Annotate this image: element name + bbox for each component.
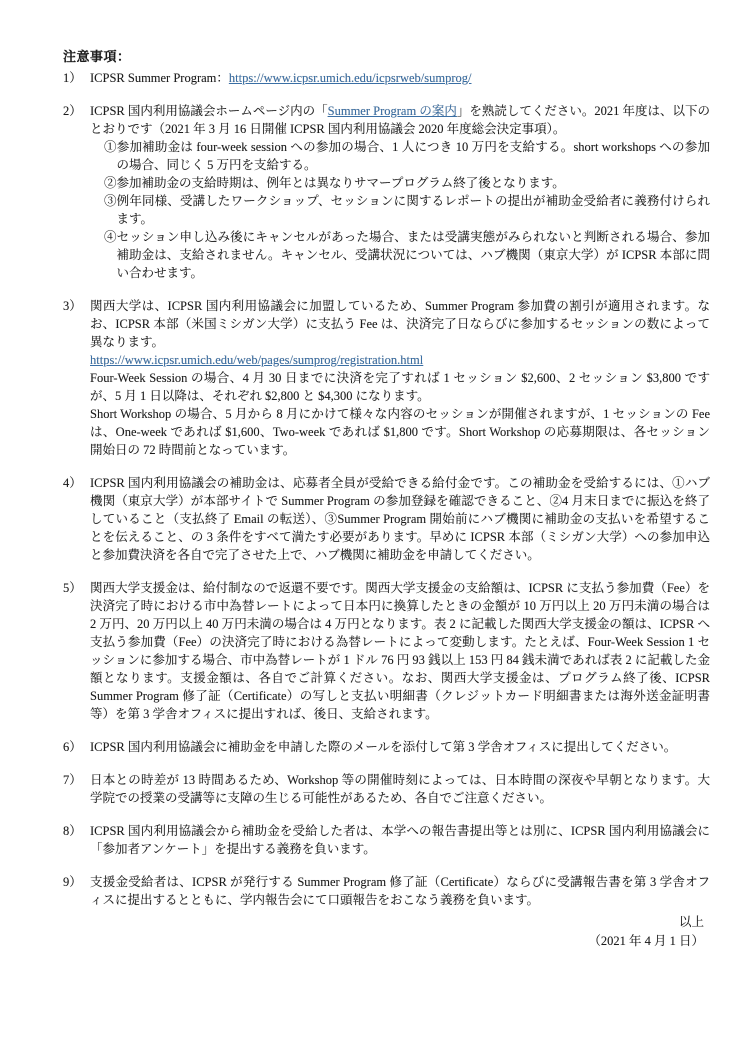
paragraph bbox=[90, 738, 710, 756]
paragraph bbox=[90, 405, 710, 459]
paragraph bbox=[90, 69, 710, 87]
paragraph bbox=[90, 873, 710, 909]
item-body bbox=[90, 69, 710, 87]
hyperlink[interactable]: https://www.icpsr.umich.edu/web/pages/sumprog/registration.html bbox=[90, 353, 424, 367]
item-body bbox=[90, 474, 710, 564]
paragraph bbox=[90, 102, 710, 138]
paragraph bbox=[90, 822, 710, 858]
text-run: ICPSR 国内利用協議会から補助金を受給した者は、本学への報告書提出等とは別に、ICPSR 国内利用協議会に「参加者アンケート」を提出する義務を負います。 bbox=[90, 824, 710, 856]
list-item bbox=[63, 738, 710, 756]
item-number: 3） bbox=[63, 299, 82, 313]
paragraph bbox=[90, 369, 710, 405]
item-body bbox=[90, 102, 710, 282]
item-number: 9） bbox=[63, 875, 82, 889]
list-item bbox=[63, 297, 710, 459]
text-run: Short Workshop の場合、5 月から 8 月にかけて様々な内容のセッションが開催されますが、1 セッションの Fee は、One-week であれば $1,600、Two-week であれば $1,800 です。Short Workshop の応募期限は、各セッション開始日の 72 時間前となっています。 bbox=[90, 407, 710, 457]
text-run: ICPSR 国内利用協議会ホームページ内の「 bbox=[90, 104, 328, 118]
text-run: ②参加補助金の支給時期は、例年とは異なりサマープログラム終了後となります。 bbox=[104, 176, 565, 190]
text-run: 関西大学支援金は、給付制なので返還不要です。関西大学支援金の支給額は、ICPSR に支払う参加費（Fee）を決済完了時における市中為替レートによって日本円に換算したときの金額が 10 万円以上 20 万円未満の場合は 2 万円、20 万円以上 40 万円未満の場合は 4 万円となります。表 2 に記載した関西大学支援金の額は、ICPSR へ支払う参加費（Fee）の決済完了時における為替レートによって変動します。たとえば、Four-Week Session 1 セッションに参加する場合、市中為替レートが 1 ドル 76 円 93 銭以上 153 円 84 銭未満であれば表 2 に記載した金額となります。支援金額は、各自でご計算ください。なお、関西大学支援金は、プログラム終了後、ICPSR Summer Program 修了証（Certificate）の写しと支払い明細書（クレジットカード明細書または海外送金証明書等）を第 3 学舎オフィスに提出すれば、後日、支給されます。 bbox=[90, 581, 710, 721]
text-run: 関西大学は、ICPSR 国内利用協議会に加盟しているため、Summer Program 参加費の割引が適用されます。なお、ICPSR 本部（米国ミシガン大学）に支払う Fee は、決済完了日ならびに参加するセッションの数によって異なります。 bbox=[90, 299, 710, 349]
text-run: ④セッション申し込み後にキャンセルがあった場合、または受講実態がみられないと判断される場合、参加補助金は、支給されません。キャンセル、受講状況については、ハブ機関（東京大学）が ICPSR 本部に問い合わせます。 bbox=[104, 230, 710, 280]
list-item bbox=[63, 474, 710, 564]
sub-item bbox=[104, 192, 710, 228]
hyperlink[interactable]: Summer Program の案内 bbox=[327, 104, 457, 118]
item-body bbox=[90, 822, 710, 858]
list-item bbox=[63, 873, 710, 909]
list-item bbox=[63, 102, 710, 282]
list-item bbox=[63, 579, 710, 723]
paragraph bbox=[90, 771, 710, 807]
document-date: （2021 年 4 月 1 日） bbox=[588, 934, 704, 948]
paragraph bbox=[90, 474, 710, 564]
text-run: 支援金受給者は、ICPSR が発行する Summer Program 修了証（Certificate）ならびに受講報告書を第 3 学舎オフィスに提出するとともに、学内報告会にて口頭報告をおこなう義務を負います。 bbox=[90, 875, 710, 907]
text-run: 」を熟読してください。2021 年度は、以下のとおりです（2021 年 3 月 16 日開催 ICPSR 国内利用協議会 2020 年度総会決定事項）。 bbox=[90, 104, 710, 136]
item-body bbox=[90, 297, 710, 459]
item-number: 6） bbox=[63, 740, 82, 754]
item-number: 1） bbox=[63, 71, 82, 85]
hyperlink[interactable]: https://www.icpsr.umich.edu/icpsrweb/sumprog/ bbox=[228, 71, 472, 85]
text-run: ③例年同様、受講したワークショップ、セッションに関するレポートの提出が補助金受給者に義務付けられます。 bbox=[104, 194, 710, 226]
text-run: ICPSR 国内利用協議会の補助金は、応募者全員が受給できる給付金です。この補助金を受給するには、①ハブ機関（東京大学）が本部サイトで Summer Program の参加登録を確認できること、②4 月末日までに振込を終了していること（支払終了 Email の転送）、③Summer Program 開始前にハブ機関に補助金の支払いを希望することを伝えること、の 3 条件をすべて満たす必要があります。早めに ICPSR 本部（ミシガン大学）への参加申込と参加費決済を各自で完了させた上で、ハブ機関に補助金を申請してください。 bbox=[90, 476, 710, 562]
document-footer bbox=[63, 913, 710, 951]
notes-list bbox=[63, 69, 710, 909]
paragraph bbox=[90, 297, 710, 351]
text-run: Four-Week Session の場合、4 月 30 日までに決済を完了すれば 1 セッション $2,600、2 セッション $3,800 ですが、5 月 1 日以降は、それぞれ $2,800 と $4,300 になります。 bbox=[90, 371, 710, 403]
page-title: 注意事項： bbox=[63, 49, 131, 64]
sub-item bbox=[104, 228, 710, 282]
paragraph bbox=[90, 351, 710, 369]
item-number: 4） bbox=[63, 476, 82, 490]
item-number: 8） bbox=[63, 824, 82, 838]
paragraph bbox=[90, 579, 710, 723]
sub-item bbox=[104, 138, 710, 174]
list-item bbox=[63, 69, 710, 87]
sub-item bbox=[104, 174, 710, 192]
list-item bbox=[63, 822, 710, 858]
list-item bbox=[63, 771, 710, 807]
item-body bbox=[90, 771, 710, 807]
item-body bbox=[90, 579, 710, 723]
text-run: ICPSR Summer Program： bbox=[90, 71, 229, 85]
text-run: ①参加補助金は four-week session への参加の場合、1 人につき 10 万円を支給する。short workshops への参加の場合、同じく 5 万円を支給する。 bbox=[104, 140, 710, 172]
item-body bbox=[90, 738, 710, 756]
item-body bbox=[90, 873, 710, 909]
item-number: 2） bbox=[63, 104, 82, 118]
item-number: 7） bbox=[63, 773, 82, 787]
text-run: 日本との時差が 13 時間あるため、Workshop 等の開催時刻によっては、日本時間の深夜や早朝となります。大学院での授業の受講等に支障の生じる可能性があるため、各自でご注意ください。 bbox=[90, 773, 710, 805]
item-number: 5） bbox=[63, 581, 82, 595]
text-run: ICPSR 国内利用協議会に補助金を申請した際のメールを添付して第 3 学舎オフィスに提出してください。 bbox=[90, 740, 677, 754]
closing-text: 以上 bbox=[678, 915, 704, 929]
